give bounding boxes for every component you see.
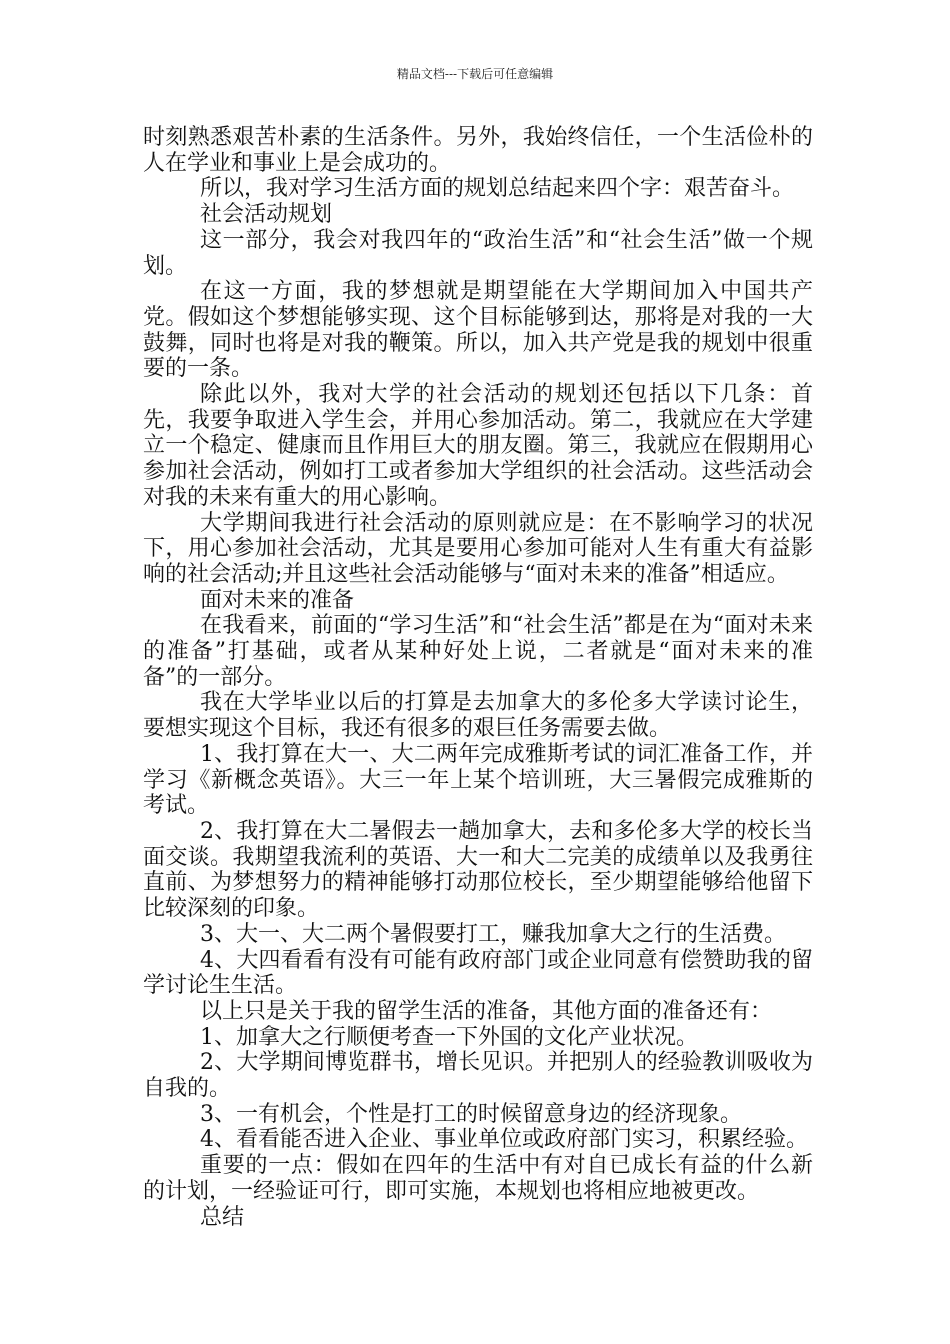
section-heading: 总结	[200, 1204, 245, 1230]
document-body	[143, 125, 813, 1230]
list-item: 1、我打算在大一、大二两年完成雅斯考试的词汇准备工作，并学习《新概念英语》。大三一年上某个培训班，大三暑假完成雅斯的考试。	[143, 741, 813, 819]
paragraph: 在我看来，前面的“学习生活”和“社会生活”都是在为“面对未来的准备”打基础，或者从某种好处上说，二者就是“面对未来的准备”的一部分。	[143, 613, 813, 690]
list-item: 4、看看能否进入企业、事业单位或政府部门实习，积累经验。	[200, 1127, 808, 1153]
paragraph: 以上只是关于我的留学生活的准备，其他方面的准备还有：	[200, 998, 773, 1024]
paragraph: 大学期间我进行社会活动的原则就应是：在不影响学习的状况下，用心参加社会活动，尤其是要用心参加可能对人生有重大有益影响的社会活动;并且这些社会活动能够与“面对未来的准备”相适应。	[143, 510, 813, 587]
list-item: 4、大四看看有没有可能有政府部门或企业同意有偿赞助我的留学讨论生生活。	[143, 947, 813, 999]
paragraph: 时刻熟悉艰苦朴素的生活条件。另外，我始终信任，一个生活俭朴的人在学业和事业上是会成功的。	[143, 125, 813, 176]
paragraph: 这一部分，我会对我四年的“政治生活”和“社会生活”做一个规划。	[143, 227, 813, 279]
list-item: 1、加拿大之行顺便考查一下外国的文化产业状况。	[200, 1024, 698, 1050]
list-item: 3、一有机会，个性是打工的时候留意身边的经济现象。	[200, 1101, 742, 1127]
list-item: 3、大一、大二两个暑假要打工，赚我加拿大之行的生活费。	[200, 921, 786, 947]
paragraph: 重要的一点：假如在四年的生活中有对自已成长有益的什么新的计划，一经验证可行，即可实施，本规划也将相应地被更改。	[143, 1153, 813, 1204]
section-heading: 社会活动规划	[200, 202, 333, 228]
paragraph: 所以，我对学习生活方面的规划总结起来四个字：艰苦奋斗。	[200, 176, 795, 202]
list-item: 2、大学期间博览群书，增长见识。并把别人的经验教训吸收为自我的。	[143, 1050, 813, 1102]
paragraph: 在这一方面，我的梦想就是期望能在大学期间加入中国共产党。假如这个梦想能够实现、这个目标能够到达，那将是对我的一大鼓舞，同时也将是对我的鞭策。所以，加入共产党是我的规划中很重要的一条。	[143, 279, 813, 382]
paragraph: 除此以外，我对大学的社会活动的规划还包括以下几条：首先，我要争取进入学生会，并用心参加活动。第二，我就应在大学建立一个稳定、健康而且作用巨大的朋友圈。第三，我就应在假期用心参加社会活动，例如打工或者参加大学组织的社会活动。这些活动会对我的未来有重大的用心影响。	[143, 382, 813, 510]
list-item: 2、我打算在大二暑假去一趟加拿大，去和多伦多大学的校长当面交谈。我期望我流利的英语、大一和大二完美的成绩单以及我勇往直前、为梦想努力的精神能够打动那位校长，至少期望能够给他留下比较深刻的印象。	[143, 818, 813, 922]
page-header: 精品文档---下载后可任意编辑	[396, 67, 554, 81]
paragraph: 我在大学毕业以后的打算是去加拿大的多伦多大学读讨论生，要想实现这个目标，我还有很多的艰巨任务需要去做。	[143, 690, 813, 742]
section-heading: 面对未来的准备	[200, 587, 355, 613]
